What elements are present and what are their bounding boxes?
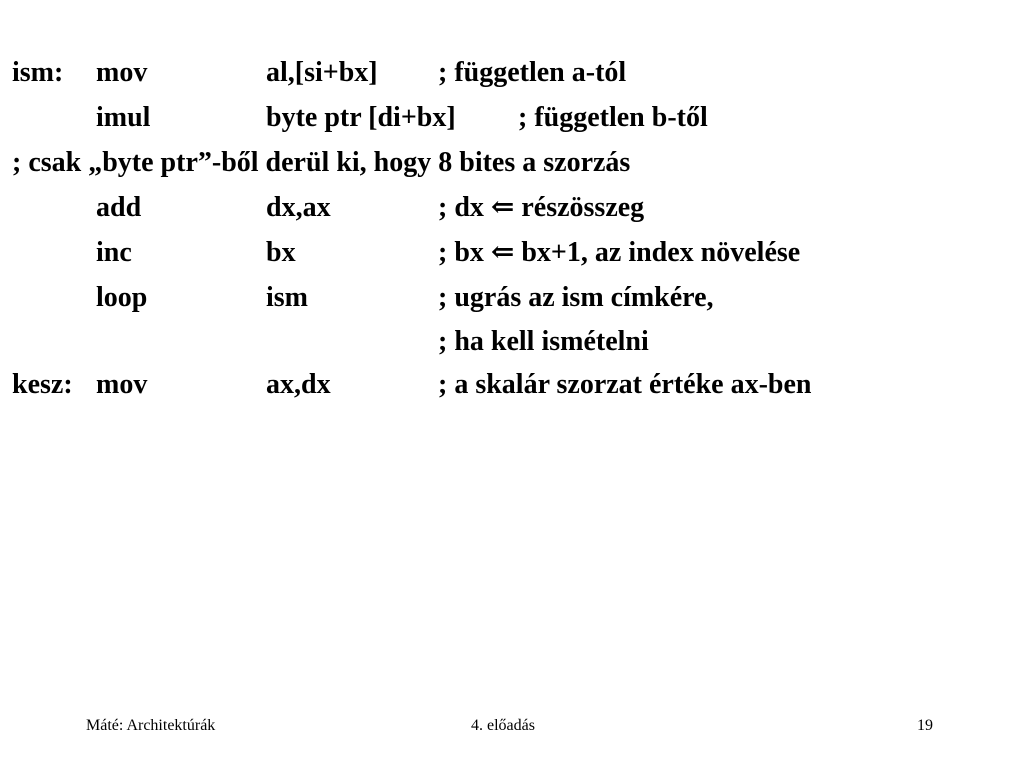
code-comment: ; ugrás az ism címkére, [438, 282, 714, 313]
footer-page-number: 19 [917, 717, 933, 734]
code-mnemonic: imul [96, 102, 151, 133]
code-line-2 [0, 98, 1024, 138]
code-operands: al,[si+bx] [266, 57, 378, 88]
footer-author-course: Máté: Architektúrák [86, 717, 216, 734]
code-line-5 [0, 233, 1024, 273]
code-mnemonic: inc [96, 237, 132, 268]
code-mnemonic: mov [96, 369, 148, 400]
code-line-4 [0, 188, 1024, 228]
code-line-7 [0, 322, 1024, 362]
code-operands: ism [266, 282, 308, 313]
code-comment-full-line: ; csak „byte ptr”-ből derül ki, hogy 8 bites a szorzás [12, 147, 631, 178]
code-label: ism: [12, 57, 64, 88]
code-comment: ; független a-tól [438, 57, 627, 88]
code-line-3 [0, 143, 1024, 183]
code-line-8 [0, 365, 1024, 405]
code-line-6 [0, 278, 1024, 318]
code-comment: ; ha kell ismételni [438, 326, 649, 357]
code-mnemonic: add [96, 192, 142, 223]
code-mnemonic: mov [96, 57, 148, 88]
code-mnemonic: loop [96, 282, 148, 313]
code-operands: bx [266, 237, 296, 268]
code-label: kesz: [12, 369, 73, 400]
code-comment: ; bx ⇐ bx+1, az index növelése [438, 237, 801, 268]
code-operands: byte ptr [di+bx] [266, 102, 456, 133]
code-operands: dx,ax [266, 192, 331, 223]
footer-lecture: 4. előadás [471, 717, 535, 734]
code-comment: ; a skalár szorzat értéke ax-ben [438, 369, 812, 400]
code-line-1 [0, 53, 1024, 93]
code-operands: ax,dx [266, 369, 331, 400]
code-comment: ; dx ⇐ részösszeg [438, 192, 645, 223]
code-comment: ; független b-től [518, 102, 708, 133]
